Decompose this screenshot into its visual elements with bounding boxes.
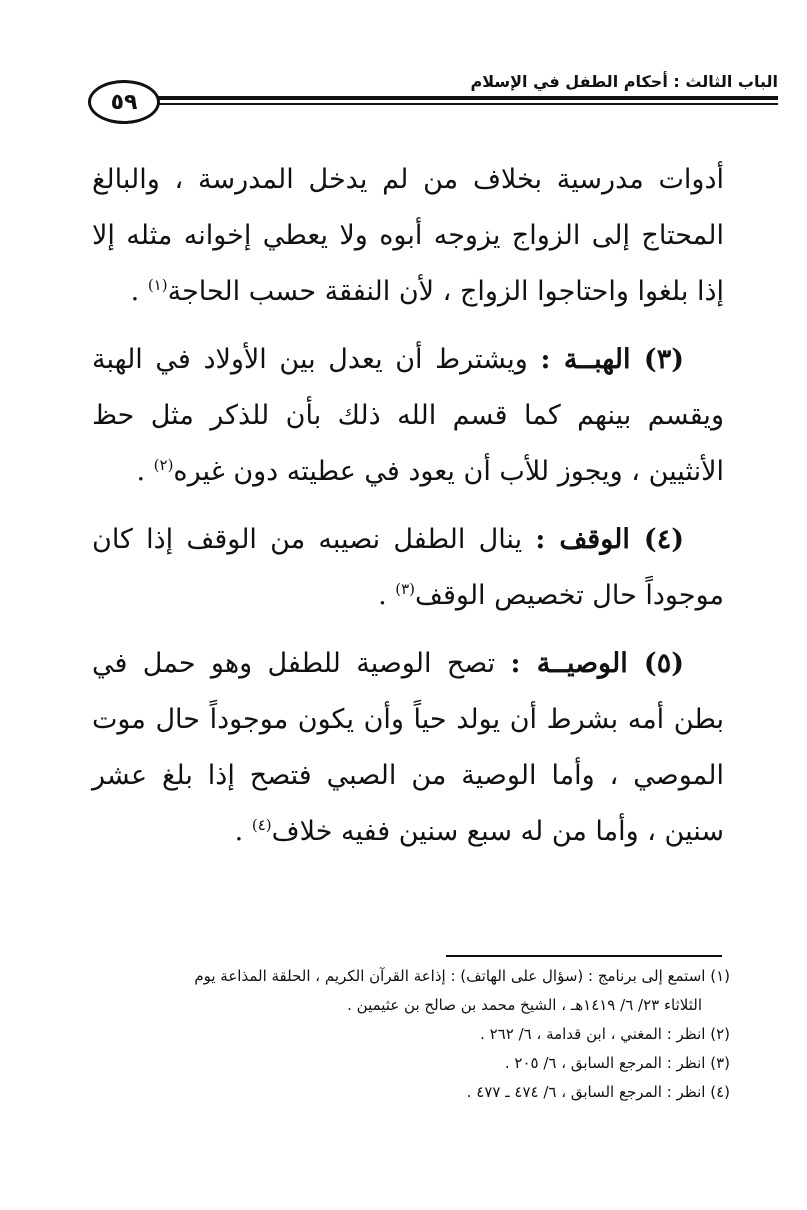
paragraph-end: .	[378, 580, 396, 611]
page-number: ٥٩	[88, 80, 160, 124]
page-header	[88, 72, 778, 132]
section-heading-gift: (٣) الهبــة :	[540, 344, 684, 375]
paragraph-text: ويشترط أن يعدل بين الأولاد في الهبة ويقسم بينهم كما قسم الله ذلك بأن للذكر مثل حظ الأنثيين ، ويجوز للأب أن يعود في عطيته دون غيره	[92, 344, 724, 487]
footnotes	[86, 962, 730, 1107]
paragraph-1	[92, 152, 724, 320]
paragraph-waqf	[92, 512, 724, 624]
footnote-text: (٤) انظر : المرجع السابق ، ٦/ ٤٧٤ ـ ٤٧٧ .	[466, 1083, 730, 1101]
footnote-text: (٢) انظر : المغني ، ابن قدامة ، ٦/ ٢٦٢ .	[480, 1025, 730, 1043]
footnote-ref-1[interactable]: (١)	[147, 276, 168, 294]
footnote-ref-2[interactable]: (٢)	[153, 456, 174, 474]
header-rule-thin	[150, 103, 778, 105]
main-text	[92, 152, 724, 872]
header-rule	[146, 96, 778, 100]
section-heading-waqf: (٤) الوقف :	[535, 524, 685, 555]
footnote-2	[86, 1020, 730, 1049]
paragraph-gift	[92, 332, 724, 500]
paragraph-end: .	[136, 456, 154, 487]
paragraph-end: .	[130, 276, 148, 307]
footnote-3	[86, 1049, 730, 1078]
paragraph-text: ينال الطفل نصيبه من الوقف إذا كان موجوداً حال تخصيص الوقف	[92, 524, 724, 611]
paragraph-text: أدوات مدرسية بخلاف من لم يدخل المدرسة ، والبالغ المحتاج إلى الزواج يزوجه أبوه ولا يعطي إخوانه مثله إلا إذا بلغوا واحتاجوا الزواج ، لأن النفقة حسب الحاجة	[92, 164, 724, 307]
section-heading-will: (٥) الوصيــة :	[510, 648, 684, 679]
footnote-ref-4[interactable]: (٤)	[251, 816, 272, 834]
footnote-text-continued: الثلاثاء ٢٣/ ٦/ ١٤١٩هـ ، الشيخ محمد بن صالح بن عثيمين .	[347, 996, 702, 1014]
paragraph-end: .	[234, 816, 252, 847]
paragraph-text: تصح الوصية للطفل وهو حمل في بطن أمه بشرط أن يولد حياً وأن يكون موجوداً حال موت الموصي ، وأما الوصية من الصبي فتصح إذا بلغ عشر سنين ، وأما من له سبع سنين ففيه خلاف	[92, 648, 724, 847]
footnote-text: (١) استمع إلى برنامج : (سؤال على الهاتف) : إذاعة القرآن الكريم ، الحلقة المذاعة يوم	[194, 967, 730, 985]
paragraph-will	[92, 636, 724, 860]
footnote-ref-3[interactable]: (٣)	[395, 580, 416, 598]
running-title: الباب الثالث : أحكام الطفل في الإسلام	[470, 72, 778, 91]
footnote-separator	[446, 955, 722, 957]
footnote-1	[86, 962, 730, 1020]
footnote-text: (٣) انظر : المرجع السابق ، ٦/ ٢٠٥ .	[504, 1054, 730, 1072]
footnote-4	[86, 1078, 730, 1107]
